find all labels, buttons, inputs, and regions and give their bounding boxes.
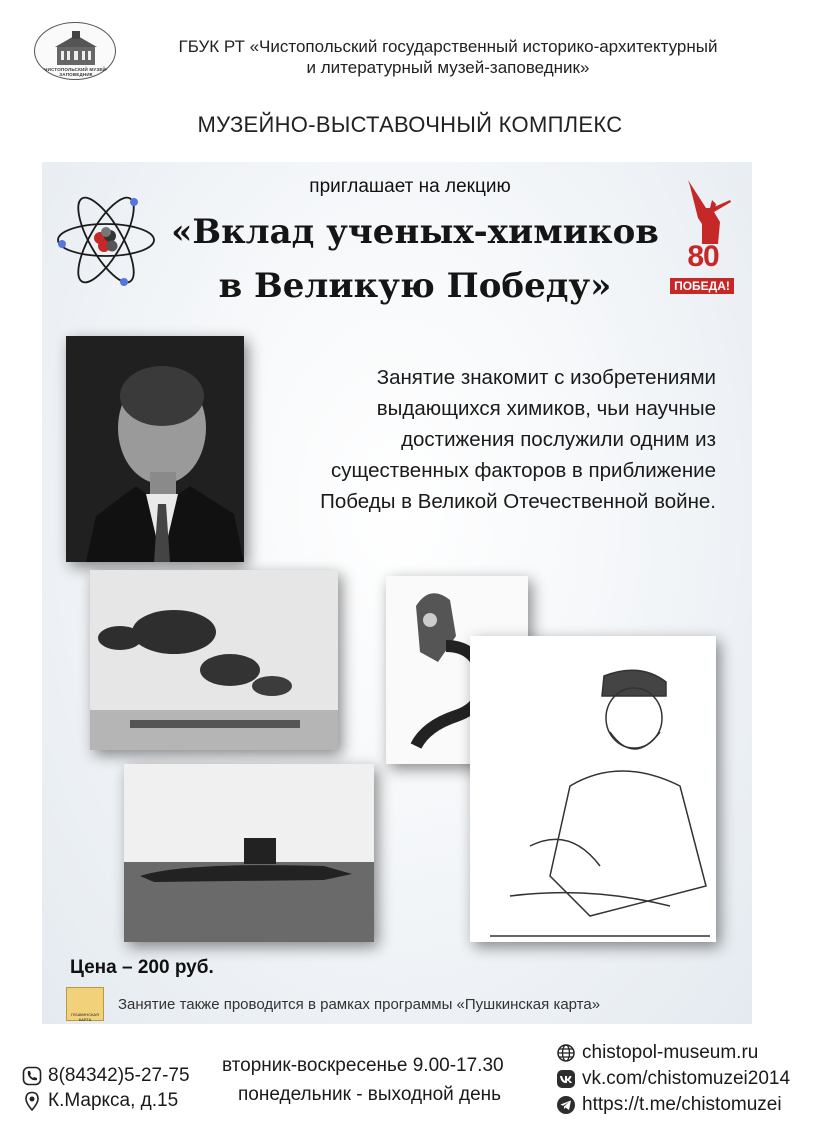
telegram-icon bbox=[556, 1095, 576, 1115]
org-line-2: и литературный музей-заповедник» bbox=[306, 58, 590, 77]
dayoff-text: понедельник - выходной день bbox=[238, 1084, 502, 1105]
submarine-photo bbox=[124, 764, 374, 942]
globe-icon bbox=[556, 1043, 576, 1063]
telegram-row bbox=[556, 1094, 782, 1116]
motherland-statue-icon bbox=[668, 178, 738, 248]
barrage-balloons-photo bbox=[90, 570, 338, 750]
pushkin-card-note: Занятие также проводится в рамках программы «Пушкинская карта» bbox=[118, 996, 601, 1013]
phone-icon bbox=[22, 1066, 42, 1086]
address-text: К.Маркса, д.15 bbox=[48, 1090, 179, 1111]
hours-text: вторник-воскресенье 9.00-17.30 bbox=[222, 1055, 504, 1076]
badge-word: ПОБЕДА! bbox=[670, 278, 734, 294]
website-row bbox=[556, 1042, 758, 1064]
website-link[interactable]: chistopol-museum.ru bbox=[582, 1042, 759, 1063]
address-row bbox=[22, 1090, 178, 1112]
org-line-1: ГБУК РТ «Чистопольский государственный историко-архитектурный bbox=[178, 37, 718, 56]
pushkin-card-icon-text: ПУШКИНСКАЯ КАРТА bbox=[71, 1012, 99, 1022]
logo-caption: ЧИСТОПОЛЬСКИЙ МУЗЕЙ-ЗАПОВЕДНИК bbox=[44, 67, 108, 77]
lecture-title-line-2: в Великую Победу» bbox=[218, 266, 612, 306]
lecture-title-line-1: «Вклад ученых-химиков bbox=[171, 212, 659, 252]
complex-heading: МУЗЕЙНО-ВЫСТАВОЧНЫЙ КОМПЛЕКС bbox=[197, 112, 623, 137]
price-label: Цена – 200 руб. bbox=[70, 957, 214, 978]
pushkin-card-icon bbox=[66, 987, 104, 1021]
location-pin-icon bbox=[22, 1091, 42, 1111]
chemist-sketch-drawing bbox=[470, 636, 716, 942]
vk-row bbox=[556, 1068, 790, 1090]
chemist-portrait-photo bbox=[66, 336, 244, 562]
vk-link[interactable]: vk.com/chistomuzei2014 bbox=[582, 1068, 791, 1089]
lecture-description: Занятие знакомит с изобретениями выдающихся химиков, чьи научные достижения послужили одним из существенных факторов в приближение Победы в Великой Отечественной войне. bbox=[320, 366, 716, 513]
phone-link[interactable]: 8(84342)5-27-75 bbox=[48, 1065, 190, 1086]
organization-name bbox=[128, 36, 768, 78]
badge-number: 80 bbox=[687, 240, 719, 273]
museum-logo bbox=[34, 22, 116, 80]
telegram-link[interactable]: https://t.me/chistomuzei bbox=[582, 1094, 782, 1115]
victory-80-badge bbox=[668, 178, 738, 300]
phone-row bbox=[22, 1065, 190, 1087]
vk-icon bbox=[556, 1069, 576, 1089]
atom-icon bbox=[54, 188, 158, 292]
invite-text: приглашает на лекцию bbox=[309, 176, 511, 197]
